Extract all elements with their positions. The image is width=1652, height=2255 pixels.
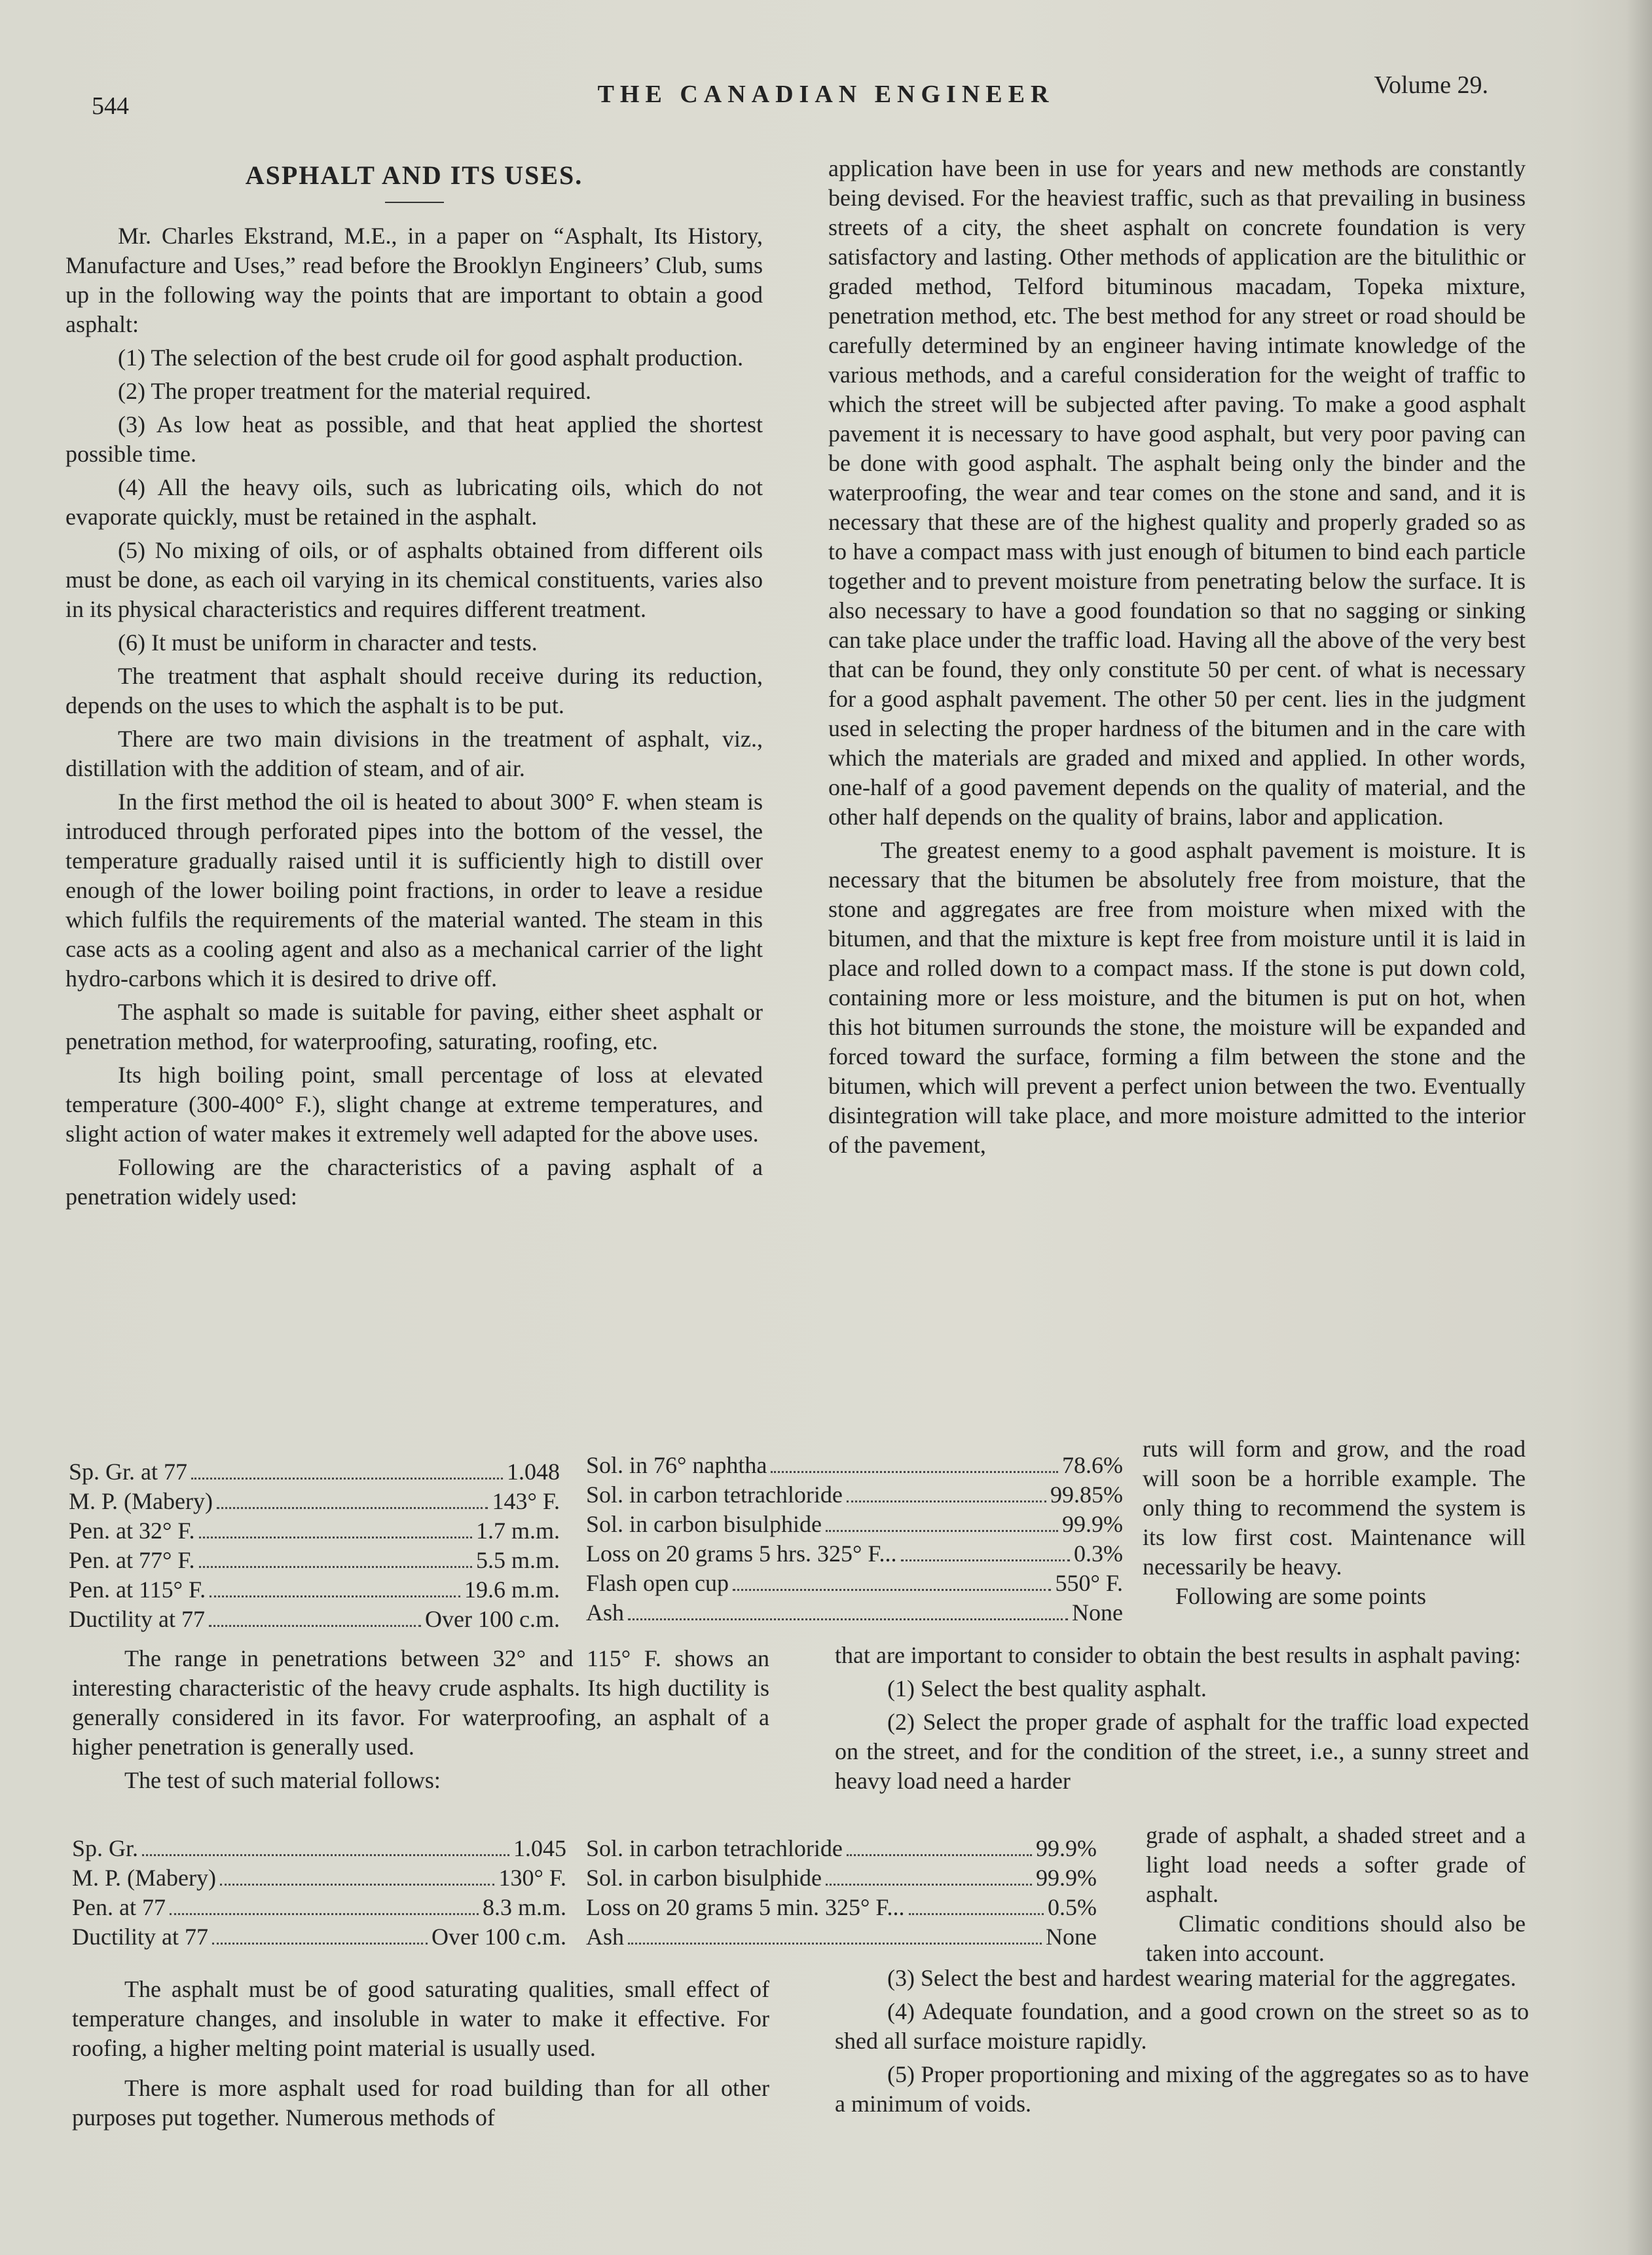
right-column [828,154,1526,1164]
paragraph: There is more asphalt used for road building than for all other purposes put together. Numerous methods of [72,2075,769,2131]
paragraph: The range in penetrations between 32° and 115° F. shows an interesting characteristic of the heavy crude asphalts. Its high ductility is generally considered in its favor. For waterproofing, an asphalt of a higher penetration is generally used. [72,1645,769,1760]
volume-label: Volume 29. [1374,71,1488,99]
paragraph: The asphalt must be of good saturating qualities, small effect of temperature changes, and insoluble in water to make it effective. For roofing, a higher melting point material is usually used. [72,1976,769,2061]
title-rule [385,202,444,203]
journal-title: THE CANADIAN ENGINEER [597,81,1055,108]
spec-row: Flash open cup 550° F. [586,1570,1123,1596]
paragraph: (2) The proper treatment for the material required. [118,378,592,404]
wrap-text-2: grade of asphalt, a shaded street and a light load needs a softer grade of asphalt. Climatic conditions should also be taken into account. [1146,1822,1526,1966]
article-title: ASPHALT AND ITS USES. [245,160,583,190]
spec-row: Sol. in carbon bisulphide 99.9% [586,1511,1123,1537]
spec-row: Ductility at 77 Over 100 c.m. [69,1606,560,1632]
spec-table-2-right [586,1834,1097,1952]
paragraph: (1) The selection of the best crude oil for good asphalt production. [118,345,744,371]
paragraph: Its high boiling point, small percentage of loss at elevated temperature (300-400° F.), slight change at extreme temperatures, and slight action of water makes it extremely well adapted for the above uses. [65,1062,763,1147]
spec-table-2-left [72,1834,566,1952]
paragraph: Mr. Charles Ekstrand, M.E., in a paper on “Asphalt, Its History, Manufacture and Uses,” read before the Brooklyn Engineers’ Club, sums up in the following way the points that are important to obtain a good asphalt: [65,223,763,337]
wrap-text-1: ruts will form and grow, and the road will soon be a horrible example. The only thing to recommend the system is its low first cost. Maintenance will necessarily be heavy. Following are some points [1143,1436,1526,1609]
spec-table-1-right [586,1451,1123,1628]
spec-row: M. P. (Mabery) 143° F. [69,1488,560,1514]
paragraph: (5) No mixing of oils, or of asphalts obtained from different oils must be done, as each oil varying in its chemical constituents, varies also in its physical characteristics and requires different treatment. [65,537,763,622]
spec-table-1-left [69,1457,560,1634]
spec-row: Sol. in 76° naphtha 78.6% [586,1452,1123,1478]
paragraph: (3) Select the best and hardest wearing material for the aggregates. [887,1965,1516,1991]
paragraph: (5) Proper proportioning and mixing of the aggregates so as to have a minimum of voids. [835,2061,1529,2117]
paragraph: In the first method the oil is heated to about 300° F. when steam is introduced through perforated pipes into the bottom of the vessel, the temperature gradually raised until it is sufficiently high to distill over enough of the lower boiling point fractions, in order to leave a residue which fulfils the requirements of the material wanted. The steam in this case acts as a cooling agent and also as a mechanical carrier of the light hydro-carbons which it is desired to drive off. [65,789,763,992]
paragraph: The greatest enemy to a good asphalt pavement is moisture. It is necessary that the bitumen be absolutely free from moisture, that the stone and aggregates are free from moisture when mixed with the bitumen, and that the mixture is kept free from moisture until it is laid in place and rolled down to a compact mass. If the stone is put down cold, containing more or less moisture, and the bitumen is put on hot, when this hot bitumen surrounds the stone, the moisture will be expanded and forced toward the surface, forming a film between the stone and the bitumen, which will prevent a perfect union between the two. Eventually disintegration will take place, and more moisture admitted to the interior of the pavement, [828,837,1526,1158]
page-gutter-shadow [1626,0,1652,2255]
right-mid-text [835,1641,1529,1800]
paragraph: The asphalt so made is suitable for paving, either sheet asphalt or penetration method, for waterproofing, saturating, roofing, etc. [65,999,763,1054]
paragraph: The test of such material follows: [124,1767,441,1793]
paragraph: (3) As low heat as possible, and that heat applied the shortest possible time. [65,411,763,467]
spec-row: Ash None [586,1924,1097,1950]
spec-row: Sol. in carbon tetrachloride 99.9% [586,1835,1097,1861]
spec-row: Loss on 20 grams 5 min. 325° F... 0.5% [586,1894,1097,1920]
spec-row: Ductility at 77 Over 100 c.m. [72,1924,566,1950]
paragraph: (4) All the heavy oils, such as lubricating oils, which do not evaporate quickly, must be retained in the asphalt. [65,474,763,530]
spec-row: Sp. Gr. 1.045 [72,1835,566,1861]
spec-row: Loss on 20 grams 5 hrs. 325° F... 0.3% [586,1540,1123,1567]
paragraph: application have been in use for years and new methods are constantly being devised. For the heaviest traffic, such as that prevailing in business streets of a city, the sheet asphalt on concrete foundation is very satisfactory and lasting. Other methods of application are the bitulithic or graded method, Telford bituminous macadam, Topeka mixture, penetration method, etc. The best method for any street or road should be carefully determined by an engineer having intimate knowledge of the various methods, and a careful consideration for the weight of traffic to which the street will be subjected after paving. To make a good asphalt pavement it is necessary to have good asphalt, but very poor paving can be done with good asphalt. The asphalt being only the binder and the waterproofing, the wear and tear comes on the stone and sand, and it is necessary that these are of the highest quality and properly graded so as to have a compact mass with just enough of bitumen to bind each particle together and to prevent moisture from penetrating below the surface. It is also necessary to have a good foundation so that no sagging or sinking can take place under the traffic load. Having all the above of the very best that can be found, they only constitute 50 per cent. of what is necessary for a good asphalt pavement. The other 50 per cent. lies in the judgment used in selecting the proper hardness of the bitumen and in the care with which the materials are graded and mixed and applied. In other words, one-half of a good pavement depends on the quality of material, and the other half depends on the quality of brains, labor and application. [828,155,1526,830]
paragraph: (6) It must be uniform in character and tests. [118,629,538,656]
paragraph: (4) Adequate foundation, and a good crown on the street so as to shed all surface moisture rapidly. [835,1998,1529,2054]
left-end-text [72,1975,769,2136]
spec-row: M. P. (Mabery) 130° F. [72,1865,566,1891]
paragraph: There are two main divisions in the treatment of asphalt, viz., distillation with the addition of steam, and of air. [65,726,763,781]
spec-row: Pen. at 115° F. 19.6 m.m. [69,1576,560,1603]
spec-row: Sp. Gr. at 77 1.048 [69,1459,560,1485]
paragraph: that are important to consider to obtain the best results in asphalt paving: [835,1642,1521,1668]
spec-row: Ash None [586,1599,1123,1626]
spec-row: Sol. in carbon bisulphide 99.9% [586,1865,1097,1891]
spec-row: Pen. at 77 8.3 m.m. [72,1894,566,1920]
page-number: 544 [92,92,129,120]
spec-row: Sol. in carbon tetrachloride 99.85% [586,1482,1123,1508]
paragraph: (1) Select the best quality asphalt. [887,1675,1207,1702]
paragraph: The treatment that asphalt should receive during its reduction, depends on the uses to which the asphalt is to be put. [65,663,763,718]
spec-row: Pen. at 77° F. 5.5 m.m. [69,1547,560,1573]
left-column [65,160,763,1216]
paragraph: (2) Select the proper grade of asphalt for the traffic load expected on the street, and for the condition of the street, i.e., a sunny street and heavy load need a harder [835,1709,1529,1794]
left-mid-text [72,1644,769,1799]
spec-row: Pen. at 32° F. 1.7 m.m. [69,1518,560,1544]
right-end-text [835,1964,1529,2123]
paragraph: Following are the characteristics of a paving asphalt of a penetration widely used: [65,1154,763,1210]
